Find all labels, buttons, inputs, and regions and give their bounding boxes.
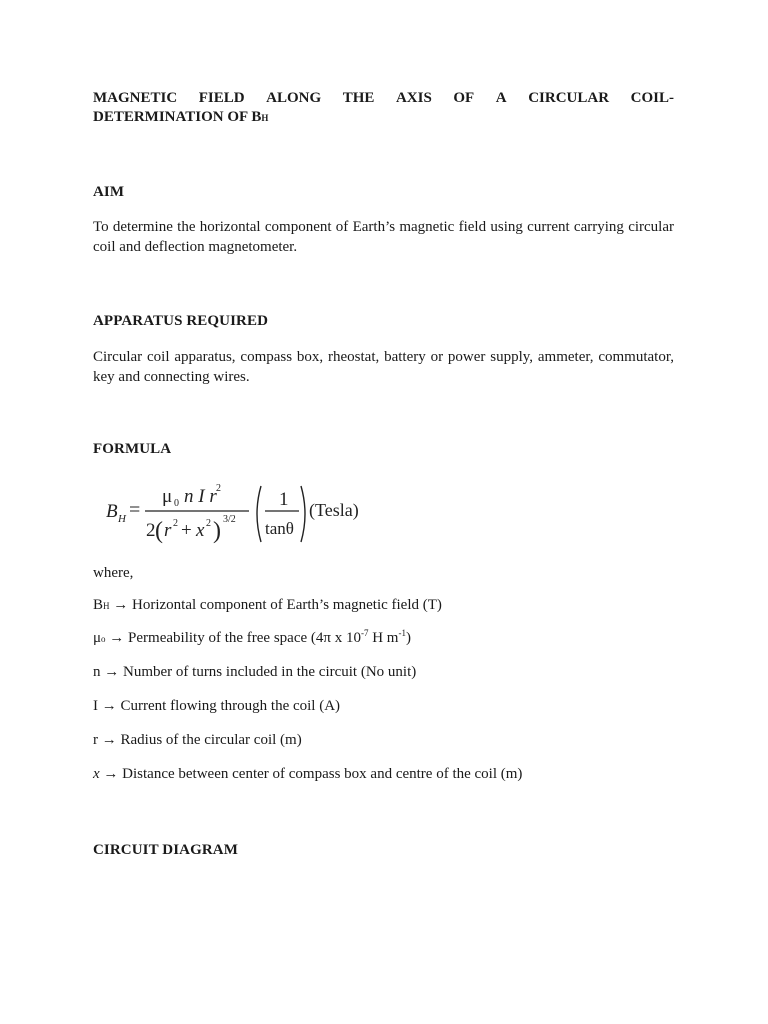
arrow-icon: →	[109, 630, 125, 646]
circuit-heading: CIRCUIT DIAGRAM	[93, 842, 238, 858]
aim-text: To determine the horizontal component of Earth’s magnetic field using current carrying circular coil and deflection magnetometer.	[93, 219, 674, 255]
title-word: CIRCULAR	[528, 90, 610, 106]
title-word: A	[495, 90, 507, 106]
formula-mu: μ	[162, 486, 173, 507]
apparatus-heading: APPARATUS REQUIRED	[93, 313, 269, 329]
apparatus-text: Circular coil apparatus, compass box, rheostat, battery or power supply, ammeter, commutator, key and connecting wires.	[93, 349, 674, 385]
title-word: MAGNETIC	[93, 90, 178, 106]
definition-item: n → Number of turns included in the circuit (No unit)	[93, 664, 417, 680]
formula-numerator-sup: 2	[216, 483, 221, 494]
big-right-paren	[301, 486, 305, 542]
formula-mu-sub: 0	[174, 498, 179, 509]
formula-right-paren: )	[213, 518, 221, 544]
formula-equation	[103, 478, 373, 550]
title-word: COIL-	[630, 90, 674, 106]
formula-lhs-sub: H	[118, 513, 126, 525]
title-line-2: DETERMINATION OF BH	[93, 109, 269, 125]
formula-frac2-num: 1	[279, 489, 289, 510]
arrow-icon: →	[101, 698, 117, 714]
formula-unit: (Tesla)	[309, 500, 359, 520]
title-line-1	[93, 89, 674, 108]
formula-left-paren: (	[155, 518, 163, 544]
definition-item: BH → Horizontal component of Earth’s magnetic field (T)	[93, 597, 442, 613]
formula-den-r-sq: 2	[173, 518, 178, 529]
arrow-icon: →	[101, 732, 117, 748]
definition-item: μo → Permeability of the free space (4π x $10^{-7}$ H $m^{-1}$)	[93, 628, 411, 646]
formula-den-r: r	[164, 520, 172, 541]
arrow-icon: →	[104, 664, 120, 680]
title-word: THE	[342, 90, 375, 106]
formula-numerator-rest: n I r	[184, 486, 217, 507]
formula-den-x: x	[196, 520, 205, 541]
title-word: ALONG	[266, 90, 322, 106]
formula-equals: =	[129, 499, 141, 521]
title-word: FIELD	[198, 90, 245, 106]
where-label: where,	[93, 565, 134, 581]
formula-plus: +	[181, 520, 192, 541]
document-title	[93, 89, 674, 128]
formula-den-exp: 3/2	[223, 514, 236, 525]
formula-frac2-den: tanθ	[265, 519, 294, 538]
aim-heading: AIM	[93, 184, 125, 200]
formula-heading: FORMULA	[93, 441, 172, 457]
formula-den-x-sq: 2	[206, 518, 211, 529]
title-word: OF	[453, 90, 475, 106]
definition-item: x → Distance between center of compass box and centre of the coil (m)	[93, 766, 523, 782]
arrow-icon: →	[113, 597, 129, 613]
arrow-icon: →	[103, 766, 119, 782]
definition-item: r → Radius of the circular coil (m)	[93, 732, 302, 748]
formula-den-coef: 2	[146, 520, 156, 541]
definition-item: I → Current flowing through the coil (A)	[93, 698, 341, 714]
formula-lhs: B	[106, 501, 118, 522]
big-left-paren	[257, 486, 261, 542]
title-word: AXIS	[395, 90, 432, 106]
